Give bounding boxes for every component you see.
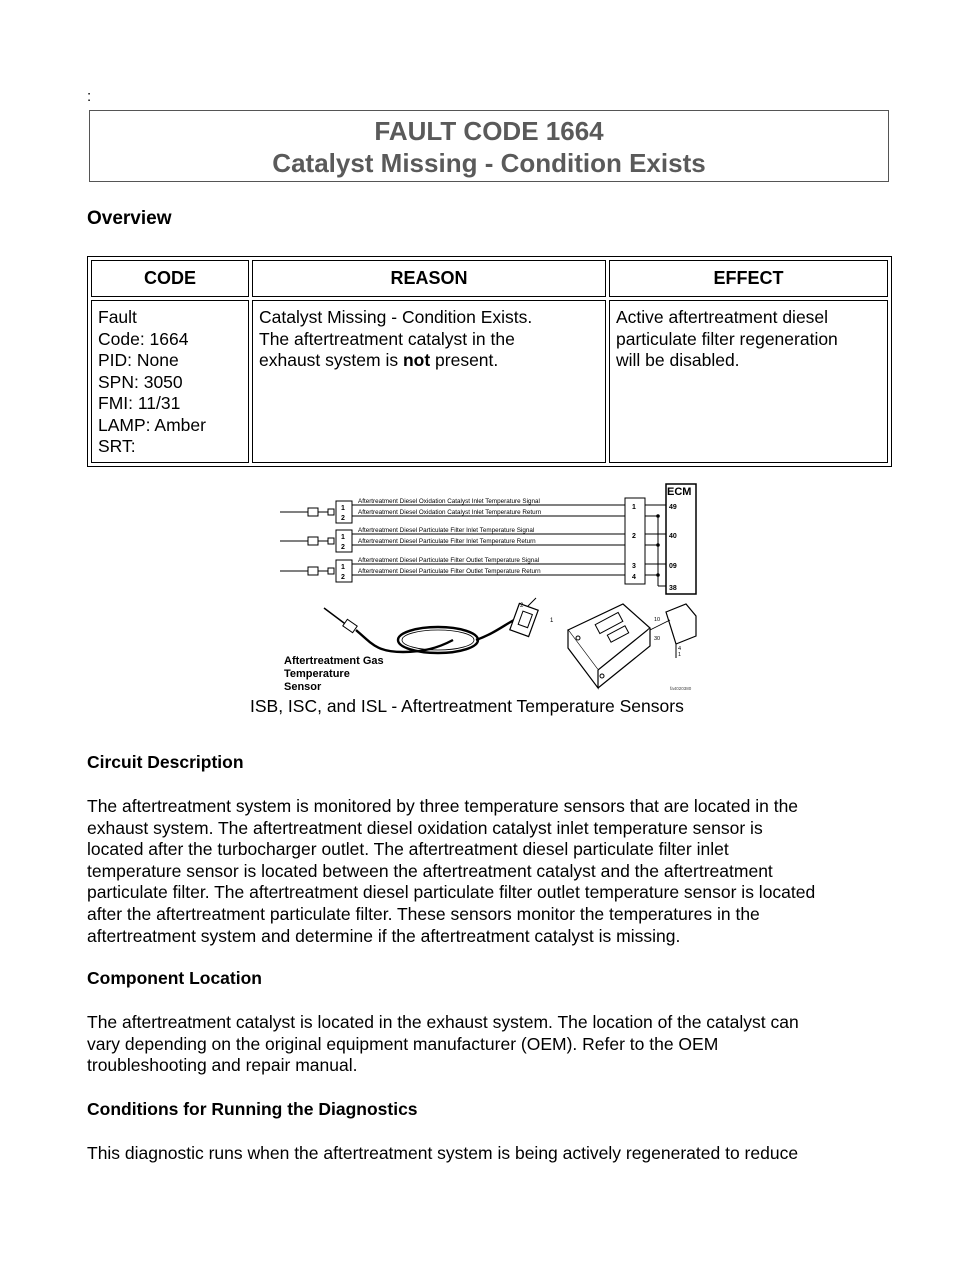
signal-label: Aftertreatment Diesel Particulate Filter Outlet Temperature Signal	[358, 557, 540, 564]
code-cell	[91, 300, 249, 463]
circuit-description-text	[87, 796, 892, 947]
pin-label: 1	[341, 505, 345, 512]
pin-label: 4	[678, 646, 682, 652]
table-row	[91, 300, 888, 463]
pin-label: 4	[632, 574, 636, 581]
component-location-text	[87, 1012, 892, 1077]
wiring-diagram	[278, 480, 702, 696]
pin-label: 3	[632, 563, 636, 570]
code-line: SPN: 3050	[98, 371, 183, 392]
paragraph-line: The aftertreatment catalyst is located in the exhaust system. The location of the catalyst can	[87, 1012, 799, 1032]
signal-labels	[358, 498, 542, 575]
paragraph-line: exhaust system. The aftertreatment diesel oxidation catalyst inlet temperature sensor is	[87, 817, 763, 838]
pin-label: 49	[669, 504, 677, 511]
ecm-module-drawing	[568, 604, 696, 688]
pin-label: 40	[669, 533, 677, 540]
sensor-label-line: Sensor	[284, 681, 322, 693]
code-line: LAMP: Amber	[98, 414, 206, 435]
pin-label: 10	[654, 617, 661, 623]
conditions-heading: Conditions for Running the Diagnostics	[87, 1099, 418, 1119]
paragraph-line: This diagnostic runs when the aftertreatment system is being actively regenerated to reduce	[87, 1143, 799, 1163]
code-line: SRT:	[98, 436, 136, 456]
table-header-row	[91, 260, 888, 297]
pin-label: 1	[341, 534, 345, 541]
paragraph-line: located after the turbocharger outlet. The aftertreatment diesel particulate filter inlet	[87, 839, 729, 860]
code-line: FMI: 11/31	[98, 393, 181, 413]
fault-title-box	[89, 110, 889, 182]
code-line: Code: 1664	[98, 328, 189, 349]
effect-cell	[609, 300, 888, 463]
pin-label: 1	[550, 618, 554, 624]
signal-label: Aftertreatment Diesel Particulate Filter Outlet Temperature Return	[358, 568, 541, 575]
header-code: CODE	[91, 260, 249, 297]
signal-label: Aftertreatment Diesel Oxidation Catalyst Inlet Temperature Return	[358, 509, 542, 516]
pin-label: 2	[520, 603, 524, 609]
sensor-label-line: Aftertreatment Gas	[284, 655, 384, 667]
page-marker: :	[87, 88, 92, 105]
ecm-label: ECM	[667, 486, 692, 498]
pin-label: 1	[678, 652, 682, 658]
conditions-text	[87, 1143, 892, 1165]
pin-label: 2	[341, 574, 345, 581]
effect-line: Active aftertreatment diesel	[616, 307, 829, 327]
header-effect: EFFECT	[609, 260, 888, 297]
paragraph-line: troubleshooting and repair manual.	[87, 1055, 358, 1076]
figure-id: fa4020380	[670, 686, 692, 691]
sensor-label	[284, 655, 384, 693]
reason-cell	[252, 300, 606, 463]
circuit-description-heading: Circuit Description	[87, 752, 244, 772]
figure-caption: ISB, ISC, and ISL - Aftertreatment Temperature Sensors	[250, 696, 684, 716]
paragraph-line: after the aftertreatment particulate filter. These sensors monitor the temperatures in the	[87, 903, 760, 924]
pin-label: 09	[669, 563, 677, 570]
signal-label: Aftertreatment Diesel Oxidation Catalyst Inlet Temperature Signal	[358, 498, 540, 505]
paragraph-line: particulate filter. The aftertreatment diesel particulate filter outlet temperature sensor is located	[87, 882, 816, 903]
signal-label: Aftertreatment Diesel Particulate Filter Inlet Temperature Signal	[358, 527, 535, 534]
reason-line: Catalyst Missing - Condition Exists.	[259, 307, 533, 327]
code-line: PID: None	[98, 350, 179, 370]
reason-text: exhaust system is	[259, 350, 403, 370]
pin-label: 2	[632, 533, 636, 540]
paragraph-line: The aftertreatment system is monitored by three temperature sensors that are located in the	[87, 796, 799, 816]
fault-table	[87, 256, 892, 467]
reason-text: present.	[430, 350, 499, 370]
reason-line: The aftertreatment catalyst in the	[259, 328, 515, 349]
pin-label: 2	[341, 544, 345, 551]
reason-emphasis: not	[402, 350, 431, 370]
temperature-sensor-drawing	[324, 598, 538, 653]
header-reason: REASON	[252, 260, 606, 297]
pin-label: 1	[341, 564, 345, 571]
pin-label: 30	[654, 636, 661, 642]
pin-label: 2	[341, 515, 345, 522]
fault-code-title: FAULT CODE 1664	[374, 116, 604, 146]
fault-code-subtitle: Catalyst Missing - Condition Exists	[272, 148, 706, 178]
paragraph-line: aftertreatment system and determine if the aftertreatment catalyst is missing.	[87, 925, 681, 946]
code-line: Fault	[98, 307, 137, 327]
signal-label: Aftertreatment Diesel Particulate Filter Inlet Temperature Return	[358, 538, 536, 545]
pin-label: 1	[632, 504, 636, 511]
paragraph-line: temperature sensor is located between the aftertreatment catalyst and the aftertreatment	[87, 860, 773, 881]
effect-line: will be disabled.	[616, 350, 740, 370]
component-location-heading: Component Location	[87, 968, 262, 988]
reason-line	[259, 350, 599, 372]
pin-label: 38	[669, 585, 677, 592]
overview-heading: Overview	[87, 208, 172, 229]
paragraph-line: vary depending on the original equipment manufacturer (OEM). Refer to the OEM	[87, 1033, 719, 1054]
effect-line: particulate filter regeneration	[616, 328, 838, 349]
sensor-label-line: Temperature	[284, 668, 350, 680]
